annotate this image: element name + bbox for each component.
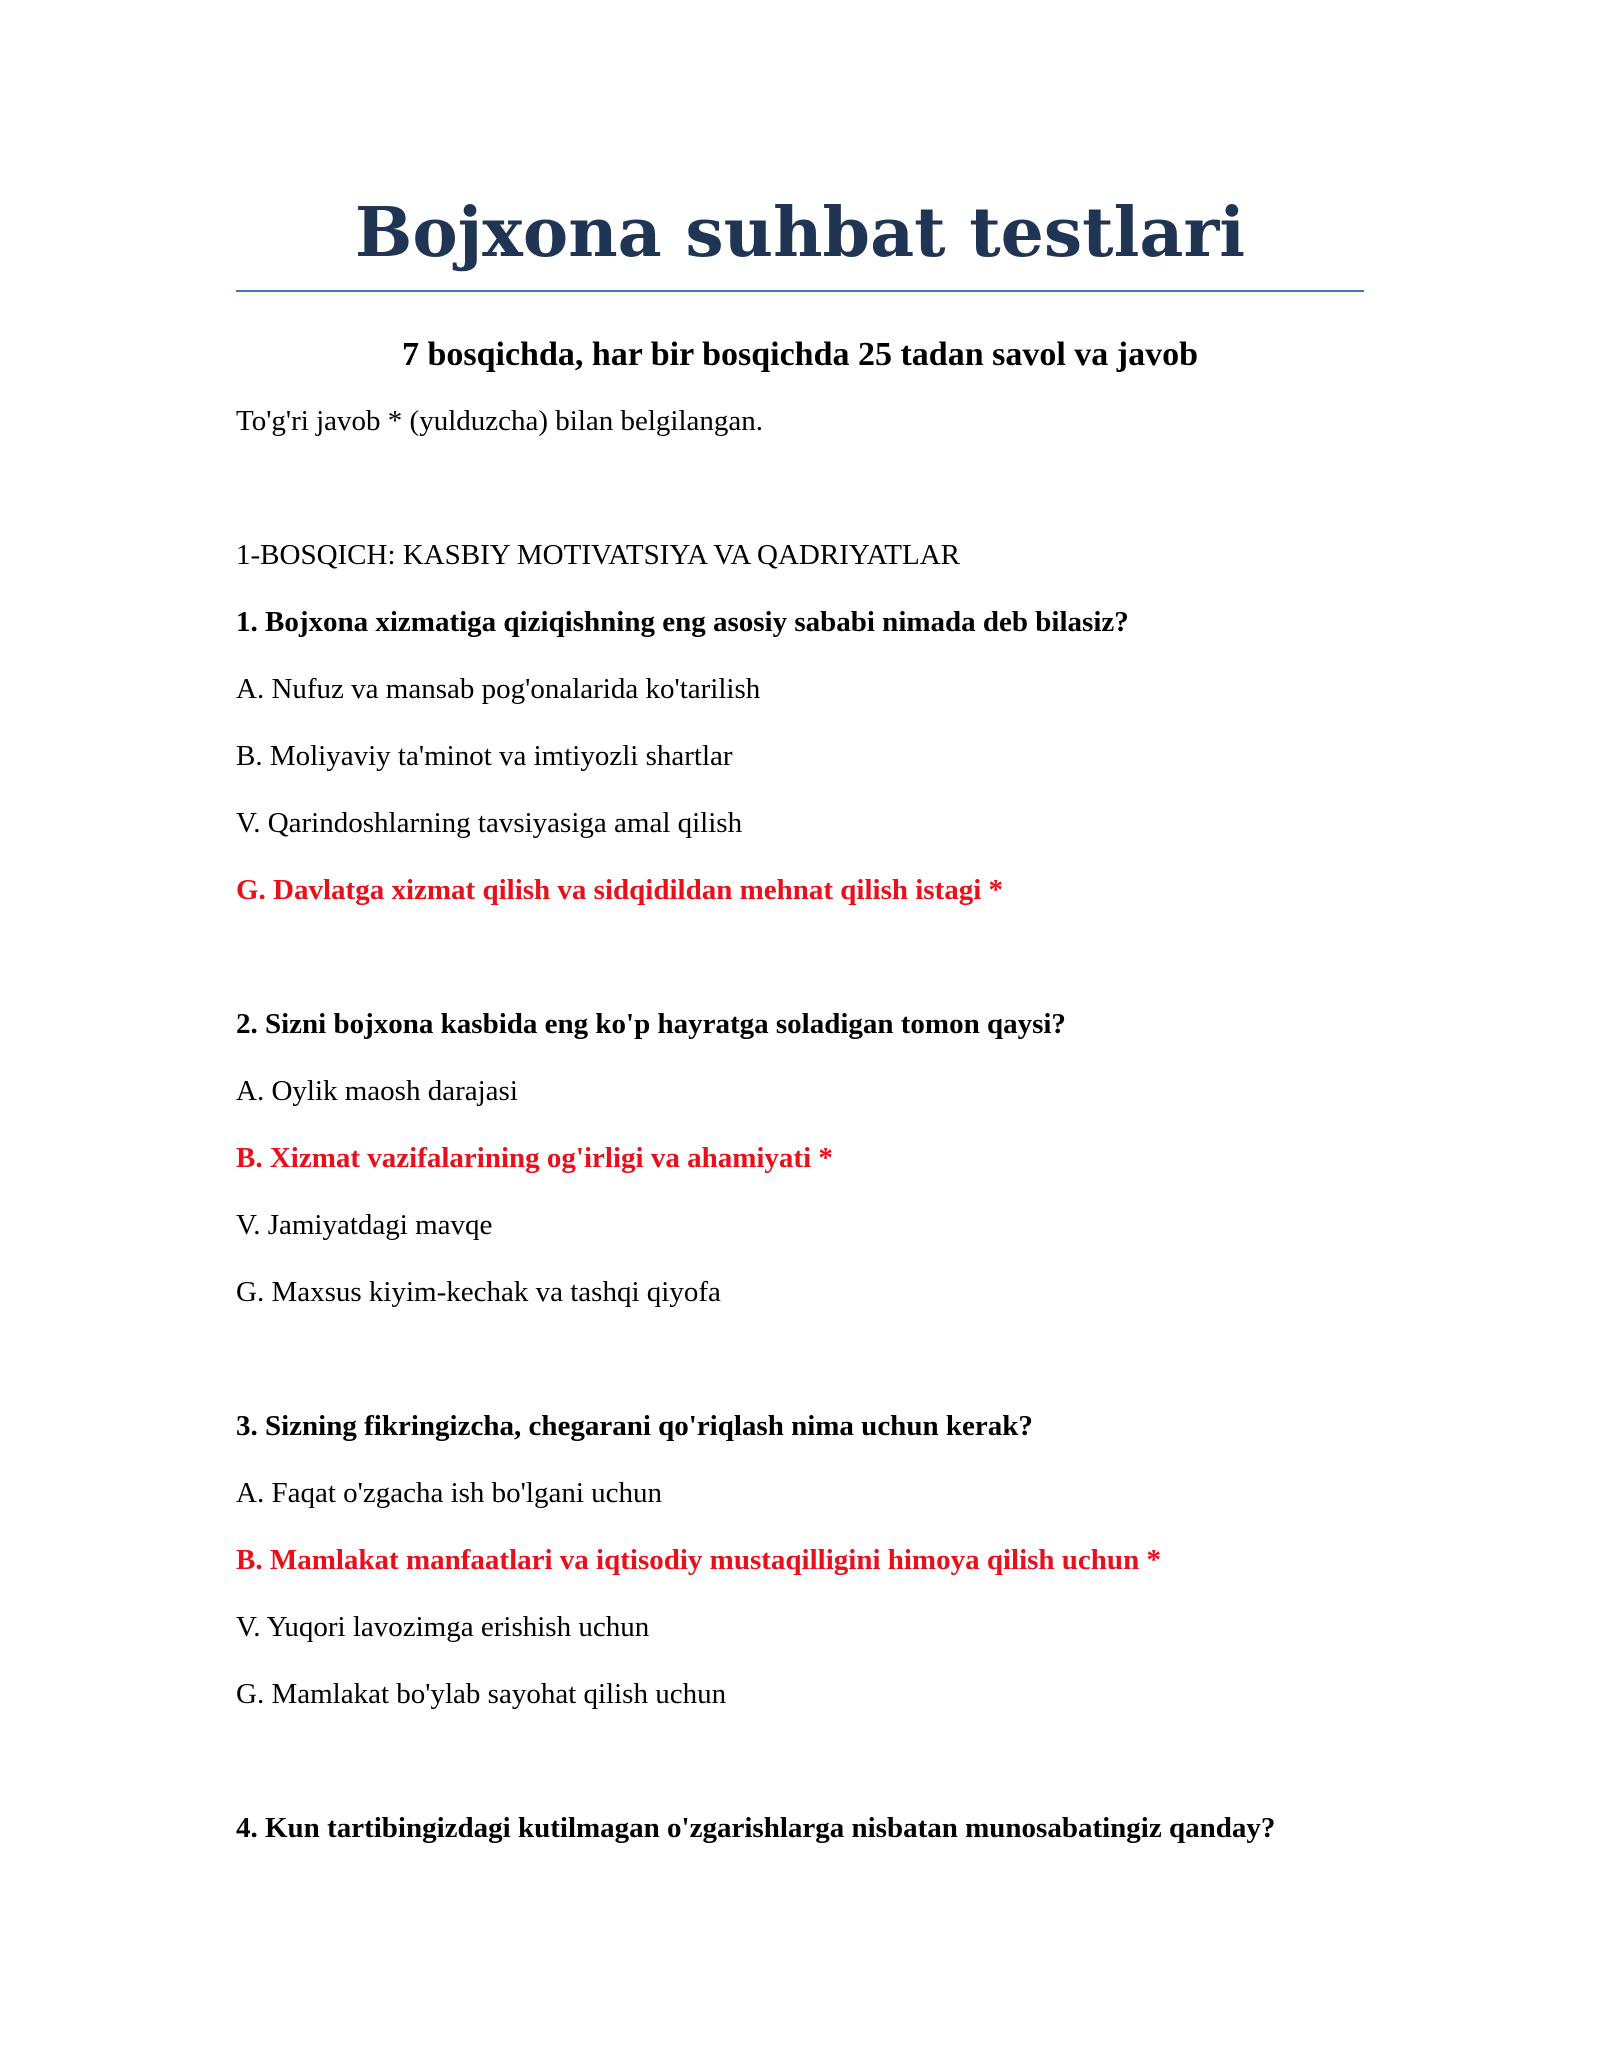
question-2-option-a: A. Oylik maosh darajasi bbox=[236, 1075, 518, 1107]
document-subtitle: 7 bosqichda, har bir bosqichda 25 tadan savol va javob bbox=[401, 336, 1199, 373]
question-3-option-g: G. Mamlakat bo'ylab sayohat qilish uchun bbox=[236, 1678, 727, 1710]
question-2-option-g: G. Maxsus kiyim-kechak va tashqi qiyofa bbox=[236, 1276, 721, 1308]
question-1-option-v: V. Qarindoshlarning tavsiyasiga amal qilish bbox=[236, 807, 743, 839]
title-divider bbox=[236, 290, 1364, 292]
document-title: Bojxona suhbat testlari bbox=[354, 193, 1246, 273]
section-heading: 1-BOSQICH: KASBIY MOTIVATSIYA VA QADRIYATLAR bbox=[236, 539, 961, 571]
question-1: 1. Bojxona xizmatiga qiziqishning eng asosiy sababi nimada deb bilasiz? bbox=[236, 606, 1129, 638]
question-3: 3. Sizning fikringizcha, chegarani qo'riqlash nima uchun kerak? bbox=[236, 1410, 1033, 1442]
question-2: 2. Sizni bojxona kasbida eng ko'p hayratga soladigan tomon qaysi? bbox=[236, 1008, 1066, 1040]
question-4: 4. Kun tartibingizdagi kutilmagan o'zgarishlarga nisbatan munosabatingiz qanday? bbox=[236, 1812, 1276, 1844]
answer-key-note: To'g'ri javob * (yulduzcha) bilan belgilangan. bbox=[236, 405, 764, 437]
question-1-option-b: B. Moliyaviy ta'minot va imtiyozli shartlar bbox=[236, 740, 733, 772]
question-1-option-g-correct: G. Davlatga xizmat qilish va sidqidildan mehnat qilish istagi * bbox=[236, 874, 1004, 906]
question-1-option-a: A. Nufuz va mansab pog'onalarida ko'tarilish bbox=[236, 673, 761, 705]
question-2-option-b-correct: B. Xizmat vazifalarining og'irligi va ahamiyati * bbox=[236, 1142, 833, 1174]
question-3-option-b-correct: B. Mamlakat manfaatlari va iqtisodiy mustaqilligini himoya qilish uchun * bbox=[236, 1544, 1161, 1576]
question-2-option-v: V. Jamiyatdagi mavqe bbox=[236, 1209, 493, 1241]
question-3-option-a: A. Faqat o'zgacha ish bo'lgani uchun bbox=[236, 1477, 663, 1509]
question-3-option-v: V. Yuqori lavozimga erishish uchun bbox=[236, 1611, 650, 1643]
